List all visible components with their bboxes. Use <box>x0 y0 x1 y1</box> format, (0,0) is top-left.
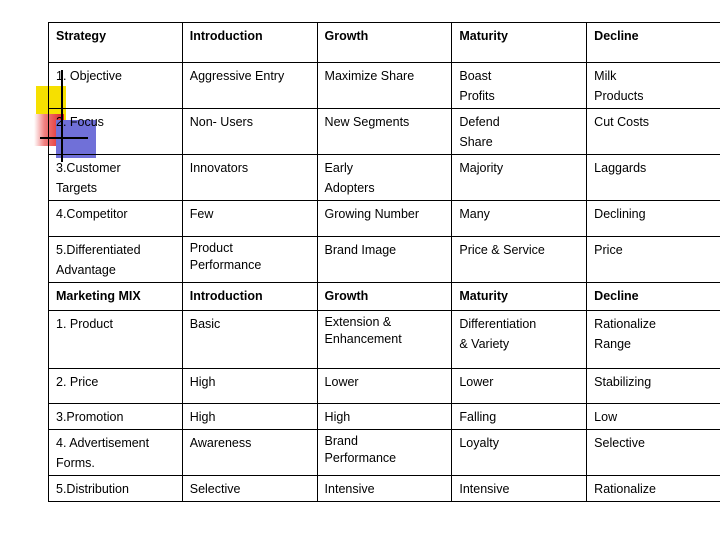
table-cell: Low <box>587 404 720 430</box>
header-cell: Maturity <box>452 23 587 63</box>
row-label: 5.Distribution <box>49 476 183 502</box>
marketing-mix-header-row <box>49 283 720 311</box>
header-cell: Introduction <box>182 283 317 311</box>
table-cell: Aggressive Entry <box>182 63 317 109</box>
table-cell: Intensive <box>452 476 587 502</box>
row-focus <box>49 109 720 155</box>
table-cell: Price & Service <box>452 237 587 283</box>
header-cell: Strategy <box>49 23 183 63</box>
table-cell: Lower <box>317 369 452 404</box>
strategy-header-row <box>49 23 720 63</box>
row-advertisement <box>49 430 720 476</box>
row-promotion <box>49 404 720 430</box>
row-differentiated-advantage <box>49 237 720 283</box>
row-distribution <box>49 476 720 502</box>
table-cell: Few <box>182 201 317 237</box>
table-cell: New Segments <box>317 109 452 155</box>
row-customer-targets <box>49 155 720 201</box>
table-cell: High <box>182 404 317 430</box>
row-label: 1. Product <box>49 311 183 369</box>
table-cell: Brand Image <box>317 237 452 283</box>
header-cell: Growth <box>317 283 452 311</box>
table-cell: Declining <box>587 201 720 237</box>
row-label: 3.Customer Targets <box>49 155 183 201</box>
header-cell: Decline <box>587 283 720 311</box>
table-cell: Many <box>452 201 587 237</box>
row-label: 2. Focus <box>49 109 183 155</box>
row-label: 4.Competitor <box>49 201 183 237</box>
table-cell: Milk Products <box>587 63 720 109</box>
product-life-cycle-table <box>48 22 720 502</box>
table-cell: Brand Performance <box>317 430 452 476</box>
row-competitor <box>49 201 720 237</box>
table-cell: Boast Profits <box>452 63 587 109</box>
table-cell: Cut Costs <box>587 109 720 155</box>
table-cell: Selective <box>182 476 317 502</box>
table-cell: Non- Users <box>182 109 317 155</box>
row-label: 3.Promotion <box>49 404 183 430</box>
table-cell: Maximize Share <box>317 63 452 109</box>
row-label: 2. Price <box>49 369 183 404</box>
table-cell: Awareness <box>182 430 317 476</box>
table-cell: Selective <box>587 430 720 476</box>
row-label: 5.Differentiated Advantage <box>49 237 183 283</box>
row-label: 4. Advertisement Forms. <box>49 430 183 476</box>
table-cell: Lower <box>452 369 587 404</box>
table-cell: Majority <box>452 155 587 201</box>
table-cell: Product Performance <box>182 237 317 283</box>
table-cell: Rationalize <box>587 476 720 502</box>
table-cell: Differentiation & Variety <box>452 311 587 369</box>
table-cell: Early Adopters <box>317 155 452 201</box>
table-cell: Laggards <box>587 155 720 201</box>
table-cell: Extension & Enhancement <box>317 311 452 369</box>
table-cell: Growing Number <box>317 201 452 237</box>
row-label: 1. Objective <box>49 63 183 109</box>
table-cell: Stabilizing <box>587 369 720 404</box>
table-cell: Defend Share <box>452 109 587 155</box>
table-cell: Loyalty <box>452 430 587 476</box>
table-cell: Innovators <box>182 155 317 201</box>
table-cell: Price <box>587 237 720 283</box>
header-cell: Maturity <box>452 283 587 311</box>
table-cell: Falling <box>452 404 587 430</box>
header-cell: Marketing MIX <box>49 283 183 311</box>
header-cell: Introduction <box>182 23 317 63</box>
header-cell: Growth <box>317 23 452 63</box>
table-cell: High <box>317 404 452 430</box>
row-product <box>49 311 720 369</box>
table-cell: Basic <box>182 311 317 369</box>
table-cell: Rationalize Range <box>587 311 720 369</box>
table-cell: Intensive <box>317 476 452 502</box>
row-objective <box>49 63 720 109</box>
row-price <box>49 369 720 404</box>
header-cell: Decline <box>587 23 720 63</box>
table-cell: High <box>182 369 317 404</box>
